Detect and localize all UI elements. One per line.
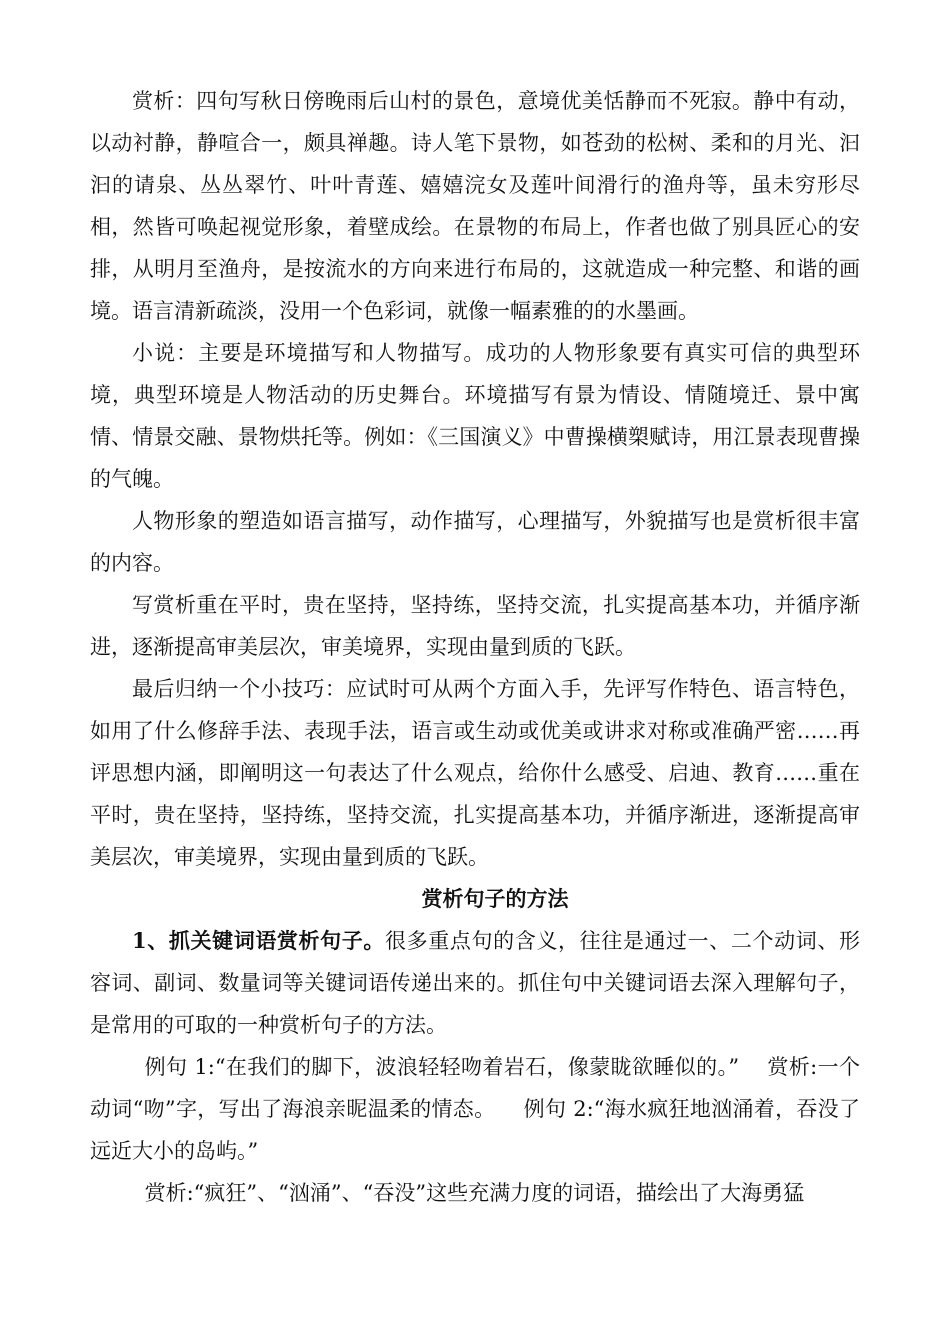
method-item-1-lead: 1、抓关键词语赏析句子。 xyxy=(132,928,386,953)
paragraph-character: 人物形象的塑造如语言描写，动作描写，心理描写，外貌描写也是赏析很丰富的内容。 xyxy=(90,509,860,575)
example-1: 例句 1:“在我们的脚下，波浪轻轻吻着岩石，像蒙眬欲睡似的。” xyxy=(144,1055,740,1079)
paragraph-poem-analysis: 赏析：四句写秋日傍晚雨后山村的景色，意境优美恬静而不死寂。静中有动，以动衬静，静喧合一，颇具禅趣。诗人笔下景物，如苍劲的松树、柔和的月光、汩汩的请泉、丛丛翠竹、叶叶青莲、嬉嬉浣女及莲叶间滑行的渔舟等，虽未穷形尽相，然皆可唤起视觉形象，着壁成绘。在景物的布局上，作者也做了别具匠心的安排，从明月至渔舟，是按流水的方向来进行布局的，这就造成一种完整、和谐的画境。语言清新疏淡，没用一个色彩词，就像一幅素雅的的水墨画。 xyxy=(90,89,860,323)
paragraph-tip: 最后归纳一个小技巧：应试时可从两个方面入手，先评写作特色、语言特色，如用了什么修辞手法、表现手法，语言或生动或优美或讲求对称或准确严密……再评思想内涵，即阐明这一句表达了什么观点，给你什么感受、启迪、教育……重在平时，贵在坚持，坚持练，坚持交流，扎实提高基本功，并循序渐进，逐渐提高审美层次，审美境界，实现由量到质的飞跃。 xyxy=(90,677,860,869)
method-item-1-body: 很多重点句的含义，往往是通过一、二个动词、形容词、副词、数量词等关键词语传递出来的。抓住句中关键词语去深入理解句子，是常用的可取的一种赏析句子的方法。 xyxy=(90,929,860,1037)
section-heading: 赏析句子的方法 xyxy=(421,886,569,911)
method-item-1 xyxy=(90,920,860,1046)
document-page xyxy=(90,80,860,1214)
analysis-2: 赏析:“疯狂”、“汹涌”、“吞没”这些充满力度的词语，描绘出了大海勇猛 xyxy=(144,1181,805,1205)
analysis-1: 赏析:一个动词“吻”字，写出了海浪亲昵温柔的情态。 xyxy=(90,1055,860,1121)
example-2: 例句 2:“海水疯狂地汹涌着，吞没了远近大小的岛屿。” xyxy=(90,1097,860,1163)
paragraph-novel: 小说：主要是环境描写和人物描写。成功的人物形象要有真实可信的典型环境，典型环境是人物活动的历史舞台。环境描写有景为情设、情随境迁、景中寓情、情景交融、景物烘托等。例如：《三国演义》中曹操横槊赋诗，用江景表现曹操的气魄。 xyxy=(90,341,860,491)
example-block xyxy=(90,1046,860,1172)
paragraph-practice: 写赏析重在平时，贵在坚持，坚持练，坚持交流，扎实提高基本功，并循序渐进，逐渐提高审美层次，审美境界，实现由量到质的飞跃。 xyxy=(90,593,860,659)
